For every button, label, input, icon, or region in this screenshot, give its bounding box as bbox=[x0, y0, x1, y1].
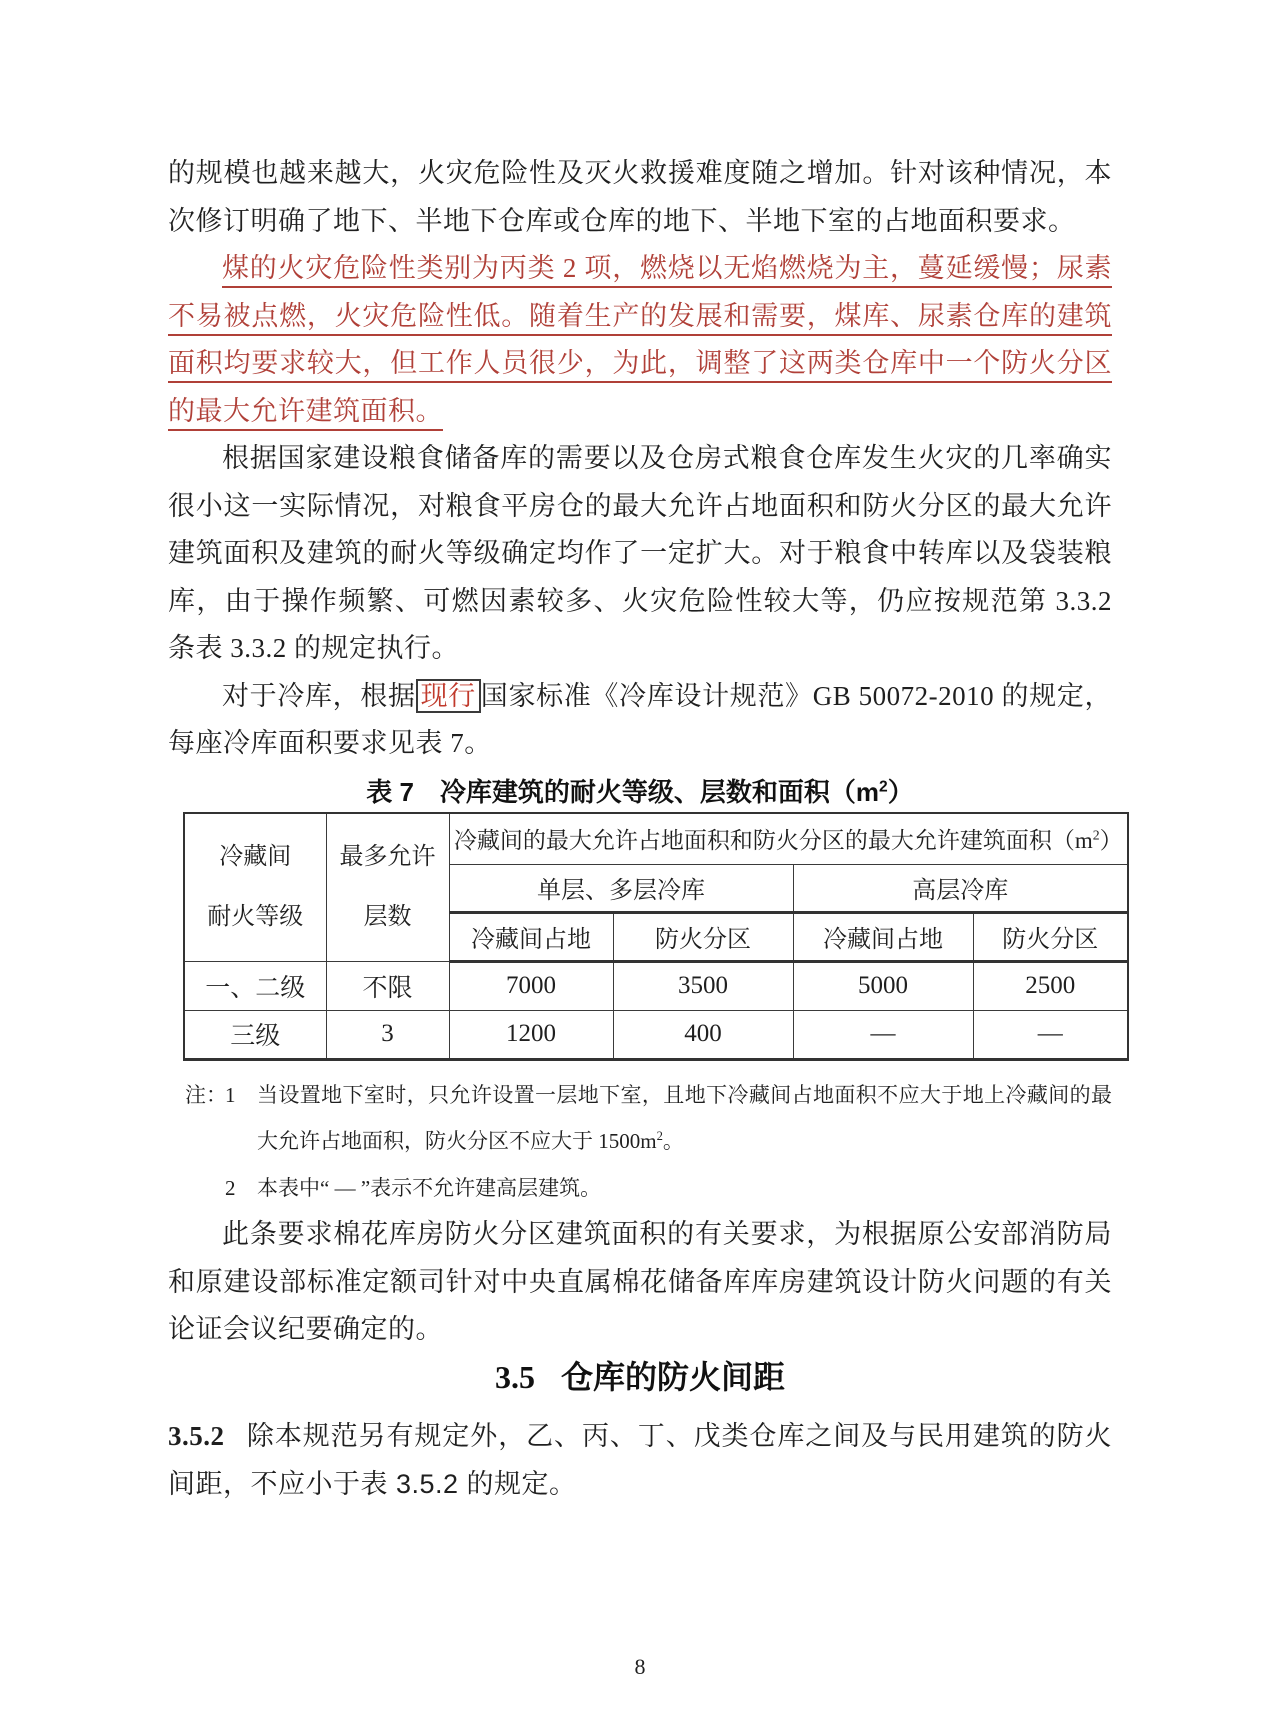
header-max-floors: 最多允许 层数 bbox=[326, 813, 449, 962]
section-number: 3.5 bbox=[494, 1358, 535, 1395]
clause-3-5-2 bbox=[168, 1412, 1112, 1508]
cell-floors-unlimited: 不限 bbox=[326, 961, 449, 1010]
cell-rating-3: 三级 bbox=[184, 1010, 326, 1059]
note-label: 注： bbox=[185, 1082, 227, 1107]
header-sub-footprint-2: 冷藏间占地 bbox=[793, 912, 973, 961]
cell-value: 5000 bbox=[793, 961, 973, 1010]
note-2-number: 2 bbox=[225, 1175, 236, 1200]
header-sub-firezone-1: 防火分区 bbox=[613, 912, 793, 961]
paragraph-grain-warehouse: 根据国家建设粮食储备库的需要以及仓房式粮食仓库发生火灾的几率确实很小这一实际情况，对粮食平房仓的最大允许占地面积和防火分区的最大允许建筑面积及建筑的耐火等级确定均作了一定扩大。对于粮食中转库以及袋装粮库，由于操作频繁、可燃因素较多、火灾危险性较大等，仍应按规范第 3.3.2 条表 3.3.2 的规定执行。 bbox=[168, 443, 1112, 663]
clause-text: 除本规范另有规定外，乙、丙、丁、戊类仓库之间及与民用建筑的防火间距，不应小于表 3.5.2 的规定。 bbox=[168, 1420, 1112, 1499]
cell-value: 1200 bbox=[449, 1010, 613, 1059]
page-number: 8 bbox=[634, 1654, 646, 1679]
cell-rating-1-2: 一、二级 bbox=[184, 961, 326, 1010]
clause-number: 3.5.2 bbox=[168, 1420, 225, 1451]
header-sub-footprint-1: 冷藏间占地 bbox=[449, 912, 613, 961]
header-superscript: 2 bbox=[1092, 827, 1100, 843]
note-1-text: 当设置地下室时，只允许设置一层地下室，且地下冷藏间占地面积不应大于地上冷藏间的最大允许占地面积，防火分区不应大于 $1500m^2$。 bbox=[257, 1082, 1112, 1153]
cell-value: 400 bbox=[613, 1010, 793, 1059]
paragraph-cold-storage-pre: 对于冷库，根据 bbox=[222, 680, 416, 711]
paragraph-cold-storage-post: 国家标准《冷库设计规范》GB 50072-2010 的规定，每座冷库面积要求见表 7。 bbox=[168, 680, 1113, 758]
header-group-single-multi: 单层、多层冷库 bbox=[449, 864, 793, 912]
revision-marked-word: 现行 bbox=[416, 679, 481, 713]
section-heading-3-5 bbox=[168, 1356, 1112, 1398]
table-7-wrapper bbox=[183, 812, 1123, 1061]
table-notes bbox=[185, 1072, 1112, 1212]
note-1-number: 1 bbox=[225, 1082, 236, 1107]
text-block bbox=[168, 0, 1123, 1508]
note-2 bbox=[185, 1165, 1112, 1212]
section-title: 仓库的防火间距 bbox=[560, 1358, 785, 1395]
header-fire-rating: 冷藏间 耐火等级 bbox=[184, 813, 326, 962]
paragraph-cotton-warehouse: 此条要求棉花库房防火分区建筑面积的有关要求，为根据原公安部消防局和原建设部标准定额司针对中央直属棉花储备库库房建筑设计防火问题的有关论证会议纪要确定的。 bbox=[168, 1219, 1112, 1344]
header-span-area: 冷藏间的最大允许占地面积和防火分区的最大允许建筑面积$(m^2)$ bbox=[449, 813, 1128, 865]
note-2-text: 本表中“ — ”表示不允许建高层建筑。 bbox=[257, 1175, 602, 1200]
cell-value: 7000 bbox=[449, 961, 613, 1010]
paragraph-continuation: 的规模也越来越大，火灾危险性及灭火救援难度随之增加。针对该种情况，本次修订明确了地下、半地下仓库或仓库的地下、半地下室的占地面积要求。 bbox=[168, 158, 1112, 236]
paragraph-revision-red: 煤的火灾危险性类别为丙类 2 项，燃烧以无焰燃烧为主，蔓延缓慢；尿素不易被点燃，火灾危险性低。随着生产的发展和需要，煤库、尿素仓库的建筑面积均要求较大，但工作人员很少，为此，调整了这两类仓库中一个防火分区的最大允许建筑面积。 bbox=[168, 253, 1112, 426]
header-group-highrise: 高层冷库 bbox=[793, 864, 1128, 912]
cell-value: 2500 bbox=[973, 961, 1128, 1010]
header-sub-firezone-2: 防火分区 bbox=[973, 912, 1128, 961]
table-row bbox=[184, 1010, 1128, 1059]
note-superscript: 2 bbox=[656, 1129, 663, 1143]
cell-value: 3500 bbox=[613, 961, 793, 1010]
caption-superscript: 2 bbox=[879, 777, 888, 795]
paragraph-cold-storage bbox=[168, 673, 1112, 768]
table-caption: 表 7 冷库建筑的耐火等级、层数和面积$(m^2)$ bbox=[366, 776, 914, 807]
table-7-cold-storage bbox=[183, 812, 1129, 1061]
cell-value: — bbox=[793, 1010, 973, 1059]
cell-value: — bbox=[973, 1010, 1128, 1059]
table-row bbox=[184, 961, 1128, 1010]
note-1 bbox=[185, 1072, 1112, 1165]
cell-floors-3: 3 bbox=[326, 1010, 449, 1059]
